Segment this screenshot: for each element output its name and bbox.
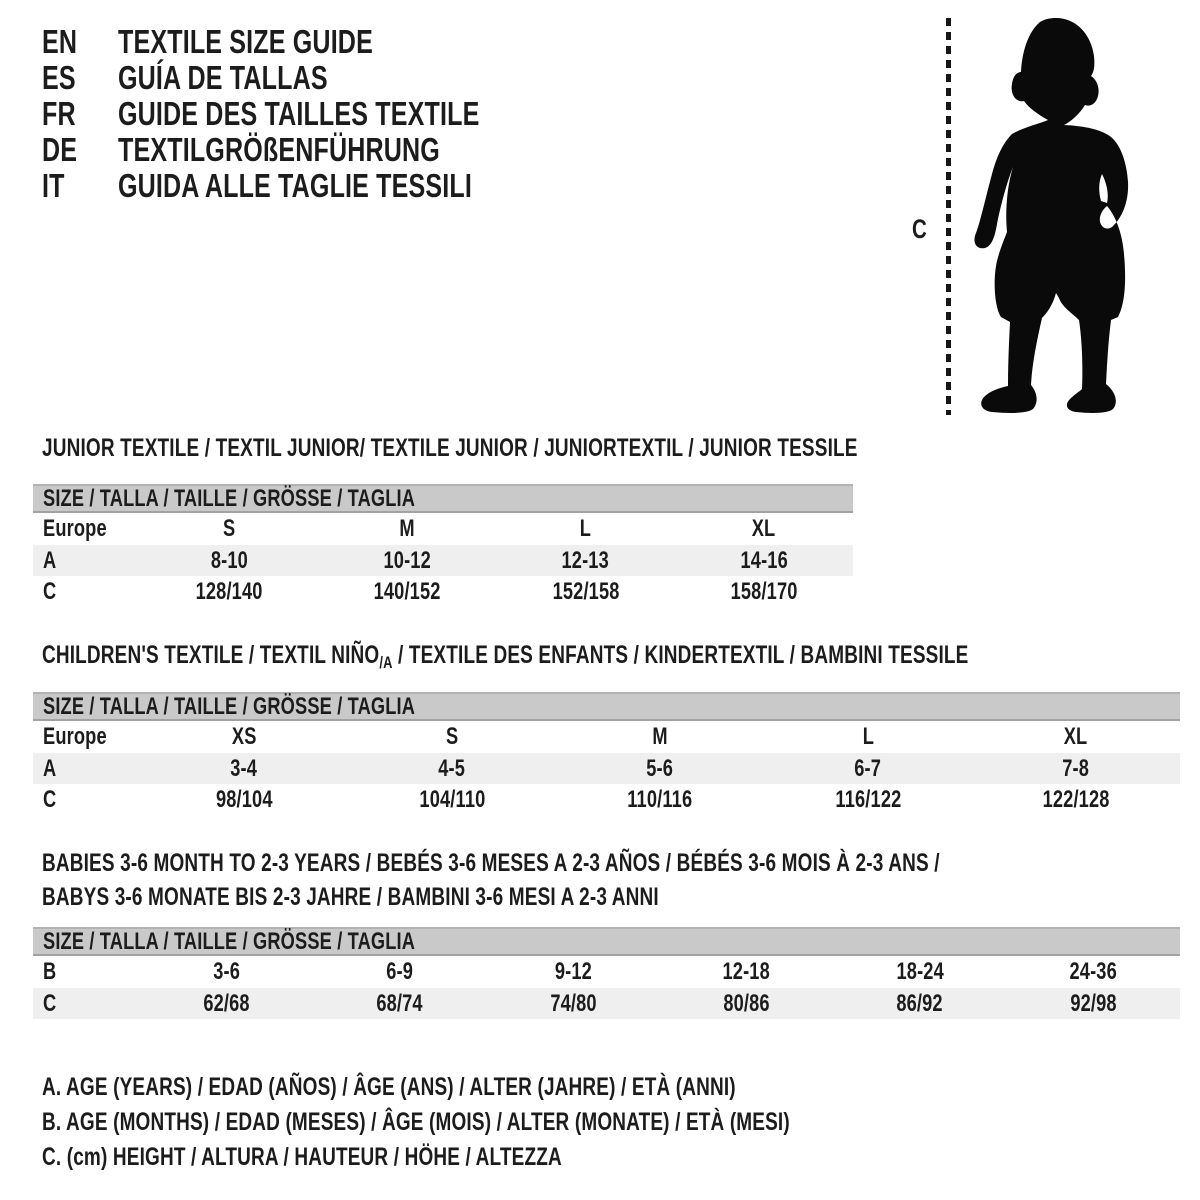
table-cell: 9-12 — [554, 958, 592, 985]
table-cell: 3-4 — [230, 754, 258, 782]
babies-size-table — [33, 927, 1180, 1019]
table-cell: 104/110 — [418, 785, 486, 813]
language-title: GUÍA DE TALLAS — [118, 59, 328, 96]
size-column-header: M — [652, 723, 668, 750]
table-cell: 6-9 — [386, 958, 414, 985]
babies-section-title-line1 — [42, 851, 1200, 876]
row-label: A — [43, 546, 57, 574]
children-title-rest: / TEXTILE DES ENFANTS / KINDERTEXTIL / BAMBINI TESSILE — [392, 641, 969, 669]
language-code: FR — [42, 95, 76, 132]
junior-section-title — [42, 436, 1115, 461]
children-title-subscript: /A — [379, 653, 393, 672]
size-column-header: XL — [1064, 723, 1088, 750]
size-header-text: SIZE / TALLA / TAILLE / GRÖSSE / TAGLIA — [43, 484, 416, 512]
table-cell: 74/80 — [550, 989, 597, 1017]
size-column-header: M — [399, 515, 416, 542]
junior-size-table — [33, 484, 853, 607]
table-cell: 92/98 — [1070, 989, 1117, 1017]
language-code: ES — [42, 59, 76, 96]
table-cell: 98/104 — [215, 785, 273, 813]
table-cell: 140/152 — [373, 577, 441, 605]
size-column-header: XS — [231, 723, 257, 750]
children-section-title-text — [42, 643, 969, 675]
legend-line-a — [42, 1070, 1026, 1105]
table-cell: 3-6 — [213, 958, 241, 985]
table-cell: 12-18 — [722, 958, 771, 985]
size-column-header: S — [445, 723, 459, 750]
row-label: C — [43, 785, 57, 813]
table-cell: 12-13 — [561, 546, 610, 574]
table-cell: 14-16 — [740, 546, 788, 574]
size-column-header: XL — [752, 515, 776, 542]
table-cell: 110/116 — [627, 785, 693, 813]
language-title: GUIDA ALLE TAGLIE TESSILI — [118, 167, 472, 204]
size-header-bar — [33, 484, 853, 513]
table-cell: 158/170 — [730, 577, 798, 605]
size-header-text: SIZE / TALLA / TAILLE / GRÖSSE / TAGLIA — [43, 692, 416, 720]
table-cell: 4-5 — [438, 754, 466, 782]
table-cell: 152/158 — [552, 577, 620, 605]
language-title: TEXTILE SIZE GUIDE — [118, 23, 373, 60]
language-title: TEXTILGRÖßENFÜHRUNG — [118, 131, 440, 168]
table-row — [33, 784, 1180, 815]
legend-line-b — [42, 1105, 1026, 1140]
babies-section-title-line2 — [42, 885, 854, 910]
language-row — [42, 168, 594, 204]
row-label: B — [43, 958, 57, 985]
table-cell: 68/74 — [376, 989, 424, 1017]
language-row — [42, 96, 594, 132]
height-measure-dashed-line — [946, 18, 951, 415]
language-row — [42, 132, 594, 168]
table-cell: 18-24 — [896, 958, 944, 985]
table-row — [33, 545, 853, 576]
language-row — [42, 60, 594, 96]
babies-title-line1-text: BABIES 3-6 MONTH TO 2-3 YEARS / BEBÉS 3-6 MESES A 2-3 AÑOS / BÉBÉS 3-6 MOIS À 2-3 ANS / — [42, 849, 940, 877]
table-cell: 7-8 — [1062, 754, 1090, 782]
table-row — [33, 753, 1180, 784]
table-row — [33, 988, 1180, 1019]
table-cell: 24-36 — [1069, 958, 1118, 985]
table-cell: 122/128 — [1042, 785, 1110, 813]
legend-block — [42, 1070, 1026, 1175]
table-cell: 62/68 — [203, 989, 250, 1017]
size-header-bar — [33, 927, 1180, 956]
junior-section-title-text: JUNIOR TEXTILE / TEXTIL JUNIOR/ TEXTILE JUNIOR / JUNIORTEXTIL / JUNIOR TESSILE — [42, 434, 858, 462]
table-cell: 128/140 — [195, 577, 263, 605]
height-measure-label: C — [912, 214, 927, 244]
row-label: A — [43, 754, 57, 782]
children-section-title — [42, 643, 1200, 675]
table-row — [33, 956, 1180, 988]
size-column-header: L — [579, 515, 592, 542]
legend-line-c — [42, 1140, 1026, 1175]
language-code: EN — [42, 23, 78, 60]
language-title-block — [42, 24, 594, 204]
table-cell: 6-7 — [854, 754, 882, 782]
table-cell: 86/92 — [896, 989, 944, 1017]
children-title-main: CHILDREN'S TEXTILE / TEXTIL NIÑO — [42, 641, 380, 669]
language-code: IT — [42, 167, 65, 204]
table-header-row — [33, 513, 853, 545]
legend-line-b-text: B. AGE (MONTHS) / EDAD (MESES) / ÂGE (MOIS) / ALTER (MONATE) / ETÀ (MESI) — [42, 1108, 790, 1136]
table-header-row — [33, 721, 1180, 753]
size-header-text: SIZE / TALLA / TAILLE / GRÖSSE / TAGLIA — [43, 927, 416, 955]
size-column-header: L — [862, 723, 874, 750]
language-row — [42, 24, 594, 60]
table-cell: 10-12 — [383, 546, 432, 574]
toddler-silhouette-icon — [963, 14, 1145, 420]
region-label: Europe — [43, 515, 107, 542]
children-size-table — [33, 692, 1180, 815]
table-cell: 8-10 — [210, 546, 248, 574]
legend-line-a-text: A. AGE (YEARS) / EDAD (AÑOS) / ÂGE (ANS) / ALTER (JAHRE) / ETÀ (ANNI) — [42, 1073, 736, 1101]
language-code: DE — [42, 131, 78, 168]
table-cell: 5-6 — [646, 754, 674, 782]
legend-line-c-text: C. (cm) HEIGHT / ALTURA / HAUTEUR / HÖHE / ALTEZZA — [42, 1143, 562, 1171]
region-label: Europe — [43, 723, 107, 750]
table-cell: 116/122 — [834, 785, 902, 813]
table-cell: 80/86 — [723, 989, 770, 1017]
row-label: C — [43, 989, 57, 1017]
language-title: GUIDE DES TAILLES TEXTILE — [118, 95, 480, 132]
size-column-header: S — [222, 515, 236, 542]
size-header-bar — [33, 692, 1180, 721]
babies-title-line2-text: BABYS 3-6 MONATE BIS 2-3 JAHRE / BAMBINI 3-6 MESI A 2-3 ANNI — [42, 883, 659, 911]
row-label: C — [43, 577, 57, 605]
table-row — [33, 576, 853, 607]
